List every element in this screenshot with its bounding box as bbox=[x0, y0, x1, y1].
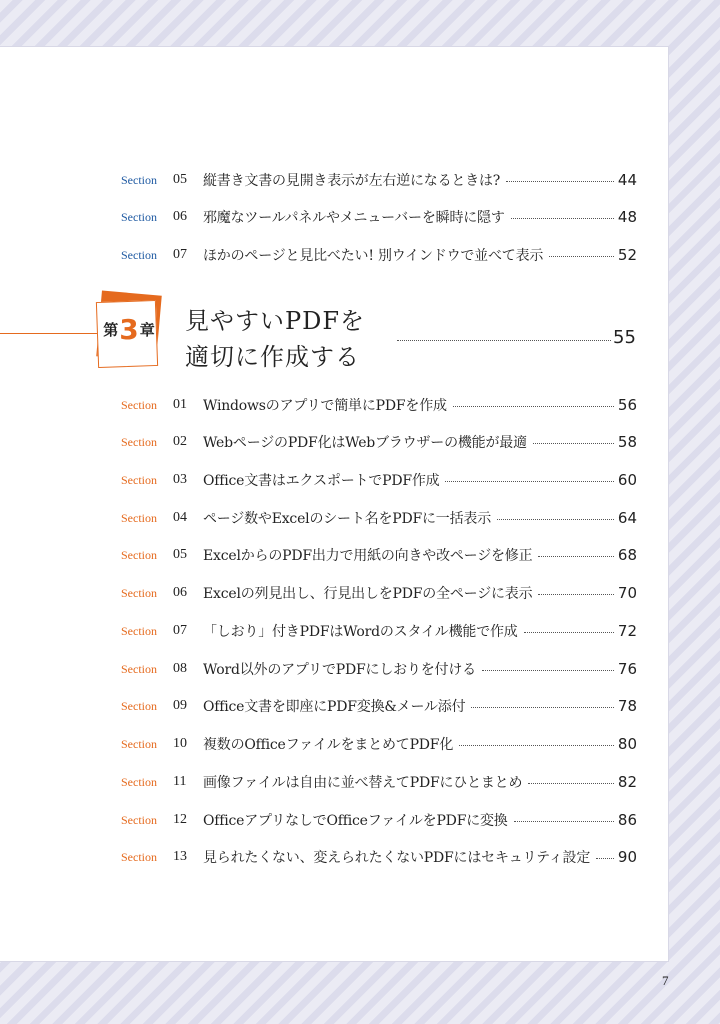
dot-leader bbox=[524, 632, 614, 633]
section-title: Word以外のアプリでPDFにしおりを付ける bbox=[203, 662, 476, 678]
toc-entry[interactable] bbox=[121, 543, 637, 567]
section-title: Windowsのアプリで簡単にPDFを作成 bbox=[203, 398, 447, 414]
section-title: 「しおり」付きPDFはWordのスタイル機能で作成 bbox=[203, 624, 518, 640]
toc-entry[interactable] bbox=[121, 732, 637, 756]
chapter-page-number: 55 bbox=[613, 327, 636, 348]
section-number: 04 bbox=[173, 510, 187, 525]
section-label: Section bbox=[121, 849, 157, 864]
chapter-rule bbox=[0, 333, 100, 334]
page-number: 90 bbox=[617, 848, 637, 866]
chapter-suffix: 章 bbox=[139, 321, 155, 339]
section-title: ほかのページと見比べたい! 別ウインドウで並べて表示 bbox=[203, 248, 544, 264]
section-number: 01 bbox=[173, 397, 187, 412]
section-number: 05 bbox=[173, 547, 187, 562]
section-label: Section bbox=[121, 472, 157, 487]
section-title: Office文書はエクスポートでPDF作成 bbox=[203, 473, 440, 489]
dot-leader bbox=[514, 821, 614, 822]
dot-leader bbox=[459, 745, 614, 746]
toc-entry[interactable] bbox=[121, 506, 637, 530]
section-label: Section bbox=[121, 209, 157, 224]
section-number: 07 bbox=[173, 623, 187, 638]
page-number: 86 bbox=[617, 811, 637, 829]
toc-entry[interactable] bbox=[121, 619, 637, 643]
section-label: Section bbox=[121, 661, 157, 676]
dot-leader bbox=[497, 519, 614, 520]
dot-leader bbox=[453, 406, 614, 407]
section-number: 02 bbox=[173, 434, 187, 449]
page-number: 44 bbox=[617, 171, 637, 189]
page-number: 48 bbox=[617, 208, 637, 226]
page-number: 70 bbox=[617, 584, 637, 602]
section-title: 画像ファイルは自由に並べ替えてPDFにひとまとめ bbox=[203, 775, 523, 791]
section-number: 11 bbox=[173, 774, 187, 789]
page-number: 60 bbox=[617, 471, 637, 489]
chapter-title-line2[interactable]: 適切に作成する bbox=[185, 343, 360, 371]
section-title: ページ数やExcelのシート名をPDFに一括表示 bbox=[203, 511, 491, 527]
section-number: 13 bbox=[173, 849, 187, 864]
dot-leader bbox=[528, 783, 614, 784]
dot-leader bbox=[511, 218, 614, 219]
dot-leader bbox=[471, 707, 614, 708]
section-title: 縦書き文書の見開き表示が左右逆になるときは? bbox=[203, 173, 501, 189]
page-number: 72 bbox=[617, 622, 637, 640]
section-number: 07 bbox=[173, 247, 187, 262]
section-label: Section bbox=[121, 698, 157, 713]
page-number: 68 bbox=[617, 546, 637, 564]
chapter-prefix: 第 bbox=[103, 321, 119, 339]
toc-entry[interactable] bbox=[121, 770, 637, 794]
section-title: Excelの列見出し、行見出しをPDFの全ページに表示 bbox=[203, 586, 533, 602]
toc-entry[interactable] bbox=[121, 657, 637, 681]
page-number: 82 bbox=[617, 773, 637, 791]
section-label: Section bbox=[121, 172, 157, 187]
section-label: Section bbox=[121, 547, 157, 562]
dot-leader bbox=[482, 670, 614, 671]
dot-leader bbox=[538, 594, 614, 595]
page-number: 58 bbox=[617, 433, 637, 451]
section-title: WebページのPDF化はWebブラウザーの機能が最適 bbox=[203, 435, 527, 451]
toc-entry[interactable] bbox=[121, 243, 637, 267]
dot-leader bbox=[549, 256, 614, 257]
toc-entry[interactable] bbox=[121, 430, 637, 454]
section-label: Section bbox=[121, 812, 157, 827]
toc-entry[interactable] bbox=[121, 808, 637, 832]
page-number: 76 bbox=[617, 660, 637, 678]
section-number: 06 bbox=[173, 585, 187, 600]
page-number: 64 bbox=[617, 509, 637, 527]
dot-leader bbox=[506, 181, 614, 182]
section-title: ExcelからのPDF出力で用紙の向きや改ページを修正 bbox=[203, 548, 533, 564]
dot-leader bbox=[596, 858, 614, 859]
section-label: Section bbox=[121, 510, 157, 525]
toc-entry[interactable] bbox=[121, 393, 637, 417]
section-label: Section bbox=[121, 623, 157, 638]
section-label: Section bbox=[121, 774, 157, 789]
page-number: 78 bbox=[617, 697, 637, 715]
section-label: Section bbox=[121, 585, 157, 600]
section-number: 06 bbox=[173, 209, 187, 224]
section-number: 05 bbox=[173, 172, 187, 187]
dot-leader bbox=[533, 443, 614, 444]
section-number: 09 bbox=[173, 698, 187, 713]
section-title: 邪魔なツールパネルやメニューバーを瞬時に隠す bbox=[203, 210, 505, 226]
section-title: 複数のOfficeファイルをまとめてPDF化 bbox=[203, 737, 454, 753]
chapter-number: 3 bbox=[119, 313, 139, 346]
dot-leader bbox=[397, 340, 611, 341]
section-number: 10 bbox=[173, 736, 187, 751]
toc-entry[interactable] bbox=[121, 205, 637, 229]
section-number: 12 bbox=[173, 812, 187, 827]
toc-entry[interactable] bbox=[121, 694, 637, 718]
section-number: 08 bbox=[173, 661, 187, 676]
page-folio: 7 bbox=[662, 973, 669, 988]
section-title: 見られたくない、変えられたくないPDFにはセキュリティ設定 bbox=[203, 850, 591, 866]
dot-leader bbox=[445, 481, 613, 482]
chapter-badge bbox=[97, 297, 161, 365]
toc-entry[interactable] bbox=[121, 468, 637, 492]
chapter-number-label bbox=[97, 313, 161, 346]
toc-entry[interactable] bbox=[121, 581, 637, 605]
section-title: Office文書を即座にPDF変換&メール添付 bbox=[203, 699, 466, 715]
section-label: Section bbox=[121, 434, 157, 449]
section-label: Section bbox=[121, 247, 157, 262]
toc-entry[interactable] bbox=[121, 845, 637, 869]
page-number: 56 bbox=[617, 396, 637, 414]
chapter-title-line1[interactable]: 見やすいPDFを bbox=[185, 307, 366, 335]
toc-entry[interactable] bbox=[121, 168, 637, 192]
section-number: 03 bbox=[173, 472, 187, 487]
section-label: Section bbox=[121, 397, 157, 412]
page-number: 52 bbox=[617, 246, 637, 264]
section-title: OfficeアプリなしでOfficeファイルをPDFに変換 bbox=[203, 813, 508, 829]
dot-leader bbox=[538, 556, 614, 557]
section-label: Section bbox=[121, 736, 157, 751]
page-number: 80 bbox=[617, 735, 637, 753]
